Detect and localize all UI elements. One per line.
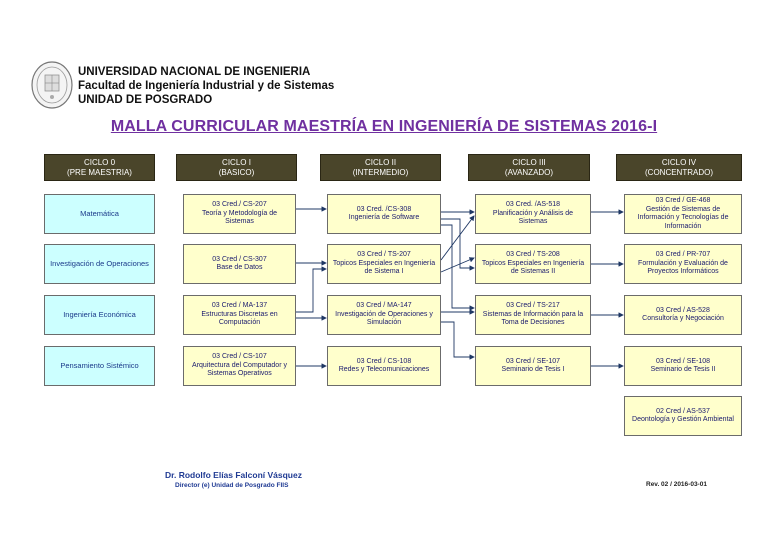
course-name: Matemática	[80, 208, 119, 218]
header-ciclo-4-label: CICLO IV	[661, 157, 697, 167]
course-ts-217	[475, 295, 591, 335]
header-ciclo-3	[468, 154, 590, 181]
header-ciclo-3-sub: (AVANZADO)	[504, 167, 554, 177]
course-name: Topicos Especiales en Ingeniería de Sistema I	[332, 259, 436, 276]
course-code: 03 Cred / AS-528	[656, 306, 710, 314]
university-name: UNIVERSIDAD NACIONAL DE INGENIERIA	[78, 66, 311, 78]
revision-label: Rev. 02 / 2016-03-01	[646, 481, 707, 488]
course-code: 03 Cred / TS-208	[506, 251, 560, 259]
faculty-name: Facultad de Ingeniería Industrial y de Sistemas	[78, 80, 335, 92]
course-code: 03 Cred / TS-207	[357, 251, 411, 259]
course-name: Formulación y Evaluación de Proyectos Informáticos	[638, 259, 728, 276]
header-ciclo-2	[320, 154, 441, 181]
course-cs-307	[183, 244, 296, 284]
course-name: Consultoría y Negociación	[642, 315, 724, 322]
course-code: 03 Cred / SE-108	[655, 357, 711, 365]
course-name: Ingeniería de Software	[348, 214, 420, 221]
course-name: Teoría y Metodología de Sistemas	[201, 209, 278, 226]
course-se-107	[475, 346, 591, 386]
course-se-108	[624, 346, 742, 386]
course-pensamiento-sistemico	[44, 346, 155, 386]
page-title: MALLA CURRICULAR MAESTRÍA EN INGENIERÍA DE SISTEMAS 2016-I	[110, 118, 658, 135]
course-cs-108	[327, 346, 441, 386]
course-as-528	[624, 295, 742, 335]
course-ma-137	[183, 295, 296, 335]
course-ge-468	[624, 194, 742, 234]
header-ciclo-0-label: CICLO 0	[83, 157, 116, 167]
header-ciclo-4	[616, 154, 742, 181]
course-name: Pensamiento Sistémico	[60, 360, 139, 370]
course-code: 03 Cred / CS-107	[212, 353, 267, 361]
course-code: 03 Cred / MA-137	[211, 302, 268, 310]
header-ciclo-0	[44, 154, 155, 181]
course-matematica	[44, 194, 155, 234]
course-name: Redes y Telecomunicaciones	[338, 366, 430, 373]
course-code: 03 Cred. /AS-518	[505, 201, 561, 209]
course-name: Estructuras Discretas en Computación	[201, 310, 278, 327]
course-name: Investigación de Operaciones y Simulación	[335, 310, 433, 327]
header-ciclo-2-sub: (INTERMEDIO)	[352, 167, 409, 177]
header-ciclo-3-label: CICLO III	[512, 157, 546, 167]
course-name: Topicos Especiales en Ingeniería de Sistemas II	[481, 259, 585, 276]
course-name: Planificación y Análisis de Sistemas	[492, 209, 574, 226]
course-code: 03 Cred / PR-707	[655, 251, 711, 259]
header-ciclo-1	[176, 154, 297, 181]
course-name: Base de Datos	[216, 264, 263, 271]
course-cs-207	[183, 194, 296, 234]
course-cs-308	[327, 194, 441, 234]
header-ciclo-0-sub: (PRE MAESTRIA)	[67, 167, 132, 177]
course-name: Seminario de Tesis I	[501, 366, 565, 373]
header-ciclo-2-label: CICLO II	[364, 157, 397, 167]
course-as-518	[475, 194, 591, 234]
course-as-537	[624, 396, 742, 436]
header-ciclo-4-sub: (CONCENTRADO)	[645, 167, 713, 177]
course-name: Seminario de Tesis II	[650, 366, 716, 373]
signatory-name: Dr. Rodolfo Elías Falconí Vásquez	[165, 470, 302, 480]
course-name: Investigación de Operaciones	[50, 258, 149, 268]
course-code: 03 Cred / TS-217	[506, 302, 560, 310]
course-code: 03 Cred / CS-307	[212, 255, 267, 263]
course-code: 02 Cred / AS-537	[656, 407, 710, 415]
header-ciclo-1-sub: (BASICO)	[218, 167, 255, 177]
course-ts-207	[327, 244, 441, 284]
course-code: 03 Cred / CS-108	[356, 357, 412, 365]
unit-name: UNIDAD DE POSGRADO	[78, 94, 213, 106]
course-investigacion-operaciones	[44, 244, 155, 284]
course-code: 03 Cred. /CS-308	[356, 205, 412, 213]
course-name: Gestión de Sistemas de Información y Tecnologías de Información	[637, 205, 729, 230]
course-name: Ingeniería Económica	[63, 309, 136, 319]
course-code: 03 Cred / GE-468	[655, 197, 711, 204]
course-cs-107	[183, 346, 296, 386]
course-name: Deontología y Gestión Ambiental	[632, 416, 734, 423]
signatory-role: Director (e) Unidad de Posgrado FIIS	[175, 482, 289, 489]
course-code: 03 Cred / MA-147	[356, 302, 412, 310]
course-code: 03 Cred./ CS-207	[212, 201, 267, 209]
header-ciclo-1-label: CICLO I	[222, 157, 251, 167]
course-pr-707	[624, 244, 742, 284]
course-name: Arquitectura del Computador y Sistemas Operativos	[192, 361, 287, 378]
course-name: Sistemas de Información para la Toma de Decisiones	[482, 310, 584, 327]
course-ingenieria-economica	[44, 295, 155, 335]
course-ma-147	[327, 295, 441, 335]
course-code: 03 Cred / SE-107	[505, 357, 561, 365]
course-ts-208	[475, 244, 591, 284]
